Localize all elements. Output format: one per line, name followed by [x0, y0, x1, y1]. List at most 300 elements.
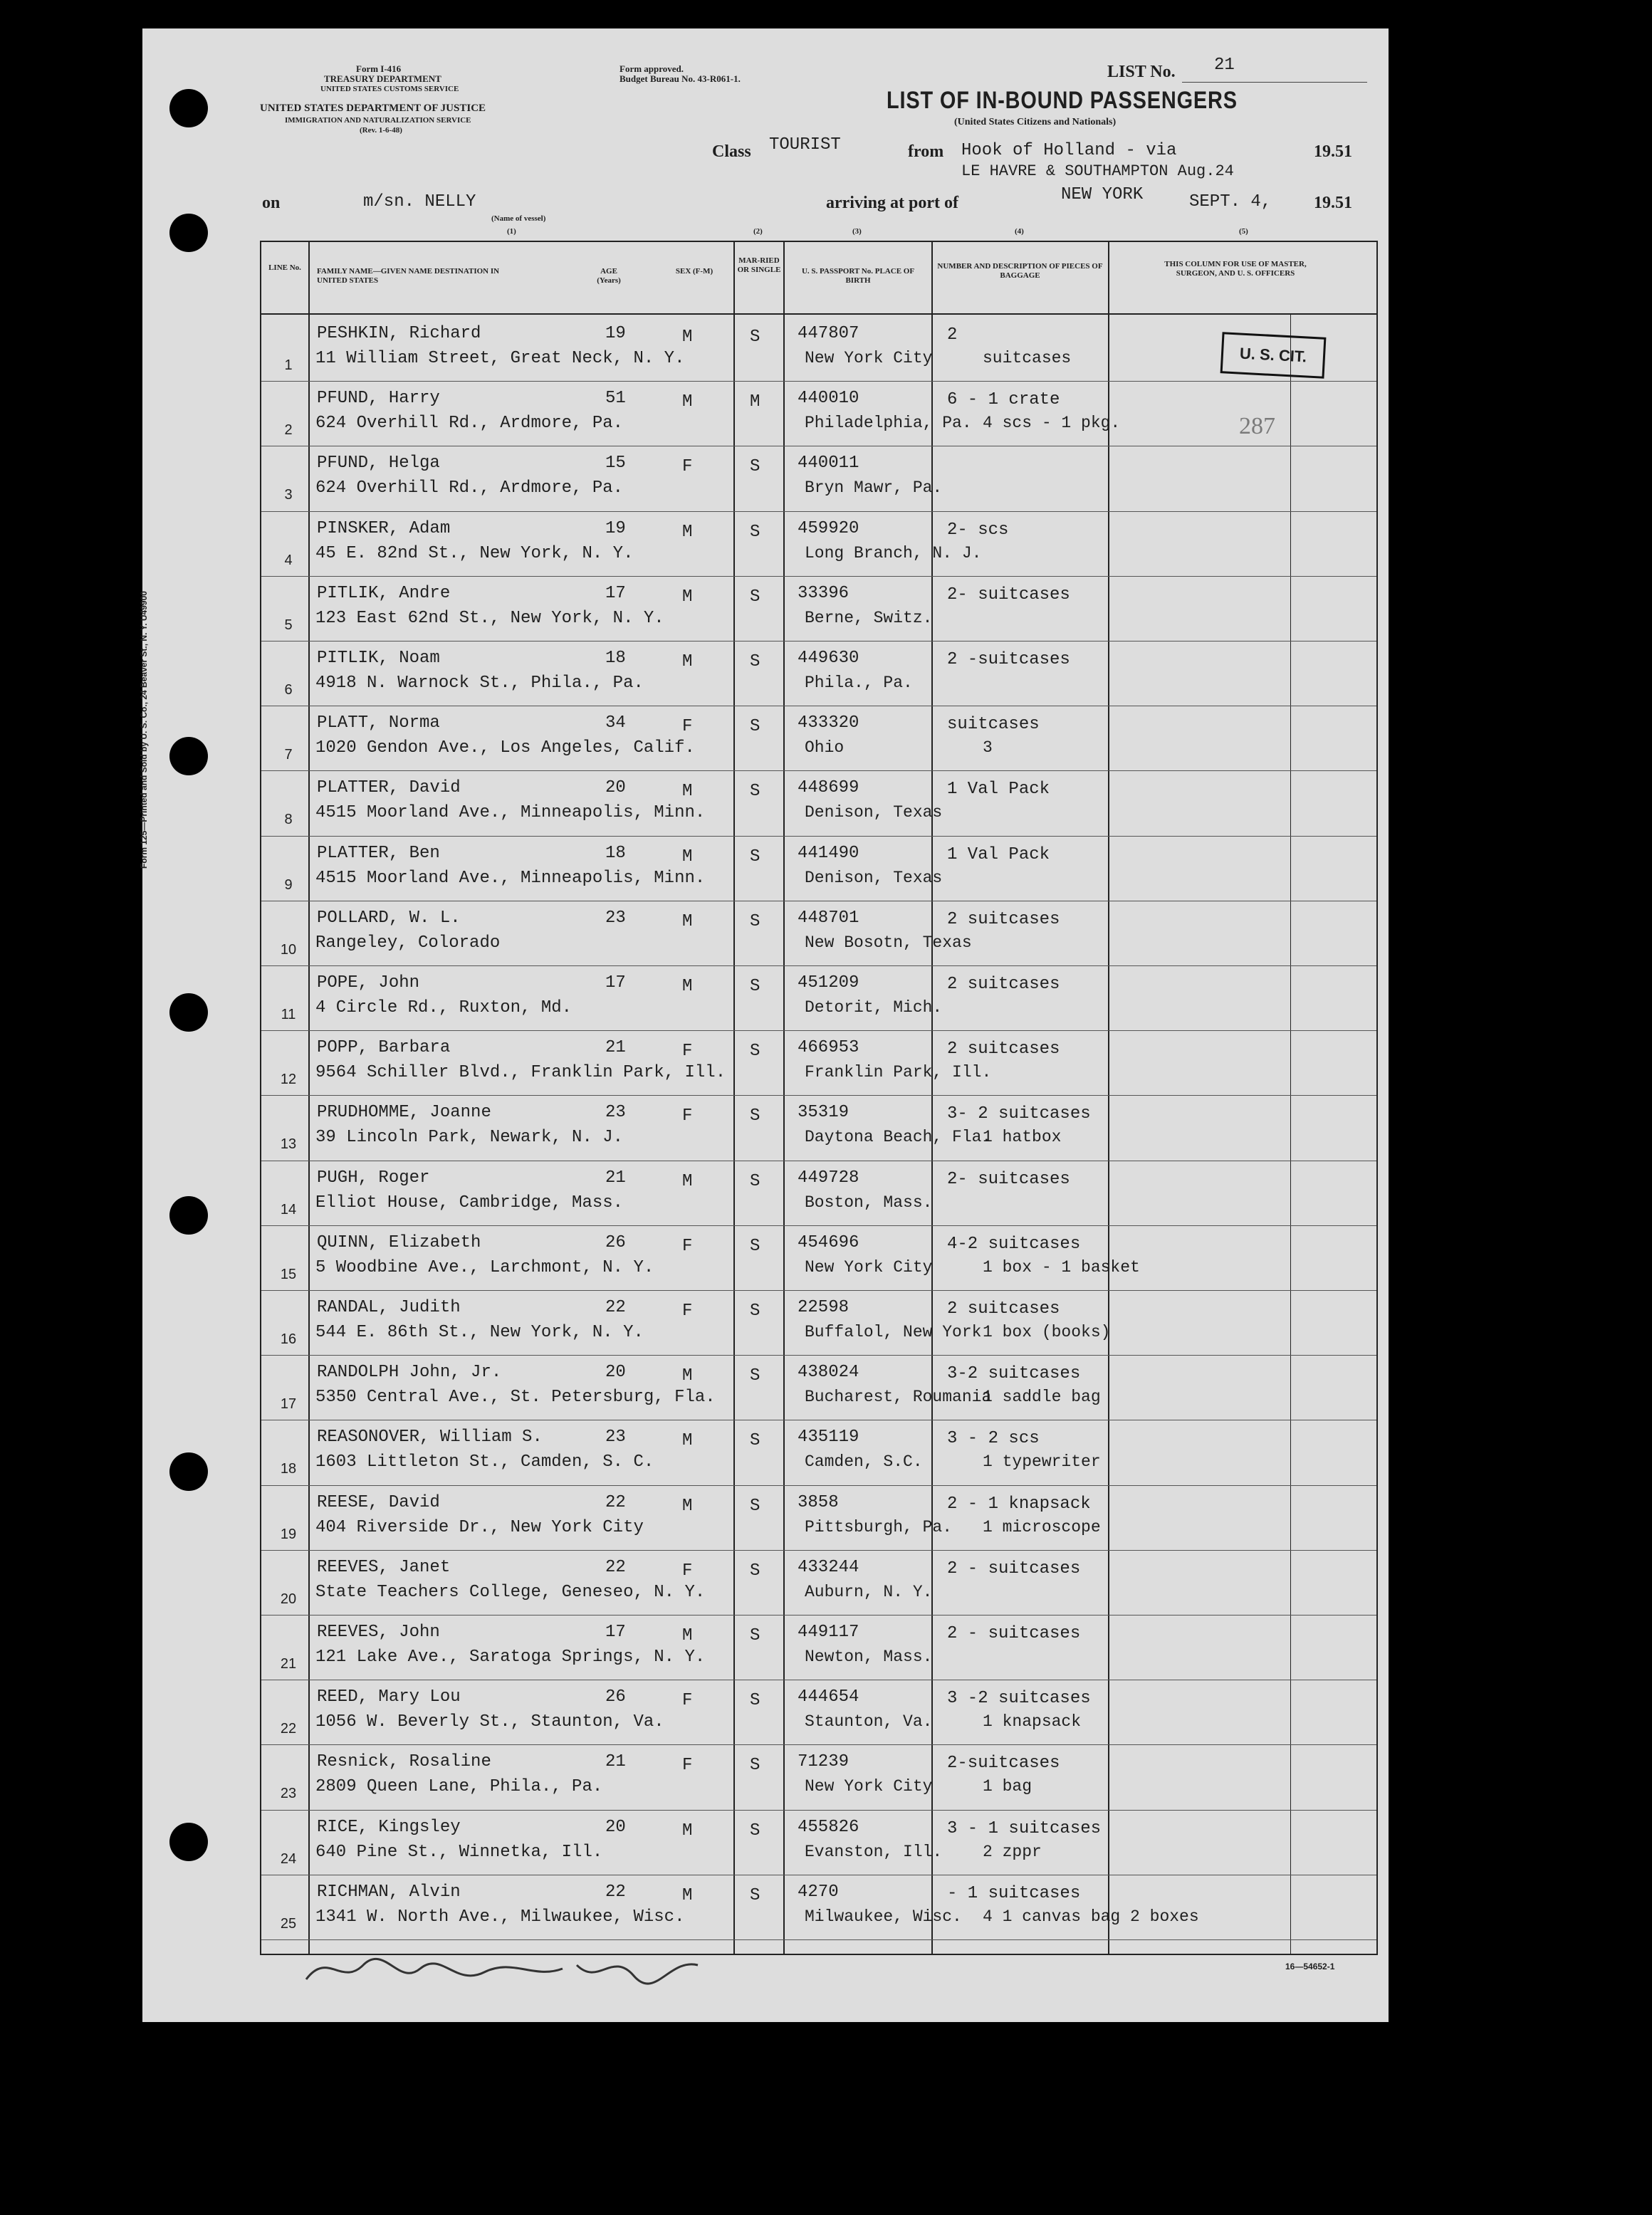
baggage-description: 1 saddle bag	[983, 1388, 1101, 1407]
passport-number: 440010	[798, 389, 859, 409]
baggage-count: 2 suitcases	[947, 975, 1060, 994]
passenger-sex: M	[682, 1885, 693, 1905]
passenger-marital-status: S	[750, 1885, 760, 1905]
passenger-destination: 1020 Gendon Ave., Los Angeles, Calif.	[315, 738, 695, 758]
line-number: 20	[280, 1591, 297, 1607]
baggage-count: 2 -suitcases	[947, 650, 1070, 669]
baggage-count: 3 - 2 scs	[947, 1429, 1040, 1449]
line-number: 21	[280, 1656, 297, 1672]
passenger-marital-status: S	[750, 522, 760, 542]
passport-number: 71239	[798, 1752, 849, 1772]
passenger-age: 15	[605, 454, 626, 473]
line-number: 19	[280, 1526, 297, 1542]
baggage-count: 2 - 1 knapsack	[947, 1494, 1091, 1514]
list-no-underline	[1182, 82, 1367, 83]
passenger-sex: M	[682, 847, 693, 866]
passenger-destination: 544 E. 86th St., New York, N. Y.	[315, 1323, 644, 1342]
passport-number: 433320	[798, 713, 859, 733]
passenger-sex: F	[682, 1236, 693, 1256]
place-of-birth: Bryn Mawr, Pa.	[805, 478, 943, 498]
passenger-sex: F	[682, 1561, 693, 1581]
place-of-birth: Denison, Texas	[805, 803, 943, 822]
passenger-name: RICHMAN, Alvin	[317, 1882, 461, 1902]
passenger-marital-status: S	[750, 1171, 760, 1191]
passenger-age: 34	[605, 713, 626, 733]
row-divider	[261, 1290, 1376, 1291]
baggage-count: 3 - 1 suitcases	[947, 1818, 1102, 1838]
place-of-birth: Denison, Texas	[805, 868, 943, 887]
binder-hole	[169, 737, 208, 775]
passenger-marital-status: S	[750, 1106, 760, 1126]
passenger-name: POPE, John	[317, 973, 420, 993]
row-divider	[261, 1095, 1376, 1096]
passenger-name: PRUDHOMME, Joanne	[317, 1103, 491, 1123]
binder-hole	[169, 993, 208, 1032]
baggage-count: 3-2 suitcases	[947, 1364, 1081, 1384]
budget-bureau: Budget Bureau No. 43-R061-1.	[620, 73, 741, 84]
passport-number: 438024	[798, 1363, 859, 1383]
passenger-name: PUGH, Roger	[317, 1168, 430, 1188]
signature	[299, 1937, 726, 2001]
passenger-marital-status: S	[750, 1561, 760, 1581]
passport-number: 455826	[798, 1817, 859, 1837]
passenger-marital-status: S	[750, 1496, 760, 1516]
place-of-birth: Buffalol, New York	[805, 1323, 982, 1341]
class-label: Class	[712, 142, 751, 161]
passenger-marital-status: S	[750, 1821, 760, 1840]
footer-code: 16—54652-1	[1285, 1962, 1335, 1971]
line-number: 25	[280, 1915, 297, 1932]
passenger-sex: M	[682, 911, 693, 931]
form-revision: (Rev. 1-6-48)	[360, 126, 402, 135]
passenger-marital-status: S	[750, 717, 760, 737]
col-divider	[931, 242, 933, 1954]
passenger-marital-status: S	[750, 782, 760, 802]
passenger-destination: 9564 Schiller Blvd., Franklin Park, Ill.	[315, 1063, 726, 1083]
year-from: 19.51	[1314, 142, 1352, 161]
passenger-marital-status: S	[750, 328, 760, 347]
passenger-sex: M	[682, 1496, 693, 1516]
passenger-name: POLLARD, W. L.	[317, 908, 461, 928]
passport-number: 440011	[798, 454, 859, 473]
row-divider	[261, 965, 1376, 966]
passport-number: 447807	[798, 324, 859, 343]
passenger-name: REESE, David	[317, 1492, 440, 1512]
baggage-count: 2- scs	[947, 520, 1009, 540]
col-index-2: (2)	[753, 227, 763, 236]
passenger-sex: F	[682, 717, 693, 737]
passenger-age: 17	[605, 583, 626, 603]
passenger-marital-status: S	[750, 977, 760, 996]
passenger-marital-status: S	[750, 847, 760, 866]
from-label: from	[908, 142, 944, 161]
passenger-marital-status: S	[750, 1366, 760, 1386]
line-number: 5	[284, 617, 293, 633]
passenger-age: 19	[605, 518, 626, 538]
passenger-destination: 45 E. 82nd St., New York, N. Y.	[315, 543, 634, 563]
passenger-destination: 624 Overhill Rd., Ardmore, Pa.	[315, 478, 624, 498]
list-no-label: LIST No.	[1107, 63, 1176, 81]
binder-hole	[169, 89, 208, 127]
passenger-sex: M	[682, 1626, 693, 1645]
passenger-destination: 1056 W. Beverly St., Staunton, Va.	[315, 1712, 664, 1732]
passenger-age: 26	[605, 1232, 626, 1252]
passenger-age: 19	[605, 324, 626, 343]
place-of-birth: Ohio	[805, 738, 845, 758]
passenger-sex: F	[682, 1302, 693, 1321]
passenger-age: 21	[605, 1038, 626, 1058]
manifest-title: LIST OF IN-BOUND PASSENGERS	[887, 87, 1238, 114]
row-divider	[261, 576, 1376, 577]
row-divider	[261, 1485, 1376, 1486]
passenger-age: 22	[605, 1557, 626, 1577]
year-arrival: 19.51	[1314, 194, 1352, 212]
passenger-name: POPP, Barbara	[317, 1038, 451, 1058]
passenger-sex: F	[682, 1756, 693, 1776]
place-of-birth: New Bosotn, Texas	[805, 933, 972, 952]
passport-number: 454696	[798, 1232, 859, 1252]
line-number: 24	[280, 1850, 297, 1867]
col-divider	[1108, 242, 1109, 1954]
passenger-age: 17	[605, 973, 626, 993]
passenger-age: 18	[605, 843, 626, 863]
side-printer-note: Form 125—Printed and Sold by U. S. Co., 24 Beaver St., N. Y. U49900	[139, 591, 149, 869]
place-of-birth: Daytona Beach, Fla.	[805, 1128, 992, 1147]
line-number: 15	[280, 1266, 297, 1282]
row-divider	[261, 770, 1376, 771]
passenger-destination: 5350 Central Ave., St. Petersburg, Fla.	[315, 1388, 716, 1408]
binder-hole	[169, 214, 208, 252]
baggage-description: 1 box (books)	[983, 1323, 1111, 1341]
place-of-birth: Long Branch, N. J.	[805, 543, 982, 562]
passenger-destination: 4515 Moorland Ave., Minneapolis, Minn.	[315, 803, 706, 823]
row-divider	[261, 381, 1376, 382]
passenger-sex: F	[682, 1691, 693, 1711]
passenger-name: REEVES, Janet	[317, 1557, 451, 1577]
passenger-destination: 1341 W. North Ave., Milwaukee, Wisc.	[315, 1907, 685, 1927]
baggage-count: 4-2 suitcases	[947, 1234, 1081, 1254]
passenger-destination: 4918 N. Warnock St., Phila., Pa.	[315, 674, 644, 693]
passenger-name: Resnick, Rosaline	[317, 1752, 491, 1772]
line-number: 14	[280, 1201, 297, 1218]
row-divider	[261, 1355, 1376, 1356]
line-number: 8	[284, 812, 293, 828]
passenger-name: REED, Mary Lou	[317, 1687, 461, 1707]
passenger-age: 26	[605, 1687, 626, 1707]
col-header-line: LINE No.	[268, 263, 301, 272]
place-of-birth: Staunton, Va.	[805, 1712, 933, 1732]
place-of-birth: Franklin Park, Ill.	[805, 1063, 992, 1082]
place-of-birth: New York City	[805, 349, 933, 367]
line-number: 1	[284, 357, 293, 373]
passport-number: 4270	[798, 1882, 839, 1902]
passenger-name: RICE, Kingsley	[317, 1817, 461, 1837]
passport-number: 441490	[798, 843, 859, 863]
col-index-3: (3)	[852, 227, 862, 236]
col-header-baggage: NUMBER AND DESCRIPTION OF PIECES OF BAGGAGE	[937, 262, 1103, 280]
passenger-destination: 2809 Queen Lane, Phila., Pa.	[315, 1777, 603, 1797]
baggage-description: 2 zppr	[983, 1842, 1042, 1861]
row-divider	[261, 511, 1376, 512]
col-header-officers: THIS COLUMN FOR USE OF MASTER, SURGEON, AND U. S. OFFICERS	[1164, 260, 1307, 278]
col-index-1: (1)	[507, 227, 516, 236]
passenger-destination: 624 Overhill Rd., Ardmore, Pa.	[315, 414, 624, 434]
passport-number: 435119	[798, 1428, 859, 1447]
passport-number: 449117	[798, 1623, 859, 1642]
passenger-marital-status: M	[750, 392, 760, 412]
line-number: 23	[280, 1786, 297, 1802]
passport-number: 449728	[798, 1168, 859, 1188]
passenger-destination: 5 Woodbine Ave., Larchmont, N. Y.	[315, 1257, 654, 1277]
passenger-age: 23	[605, 1428, 626, 1447]
passenger-destination: 4 Circle Rd., Ruxton, Md.	[315, 998, 573, 1017]
passenger-name: PFUND, Helga	[317, 454, 440, 473]
passenger-marital-status: S	[750, 1302, 760, 1321]
line-number: 3	[284, 487, 293, 503]
passenger-name: PLATTER, Ben	[317, 843, 440, 863]
passenger-sex: M	[682, 1821, 693, 1840]
passport-number: 444654	[798, 1687, 859, 1707]
passenger-destination: 1603 Littleton St., Camden, S. C.	[315, 1452, 654, 1472]
row-divider	[261, 1615, 1376, 1616]
passenger-sex: M	[682, 328, 693, 347]
row-divider	[261, 1030, 1376, 1031]
place-of-birth: Auburn, N. Y.	[805, 1582, 933, 1601]
passport-number: 451209	[798, 973, 859, 993]
passenger-age: 23	[605, 908, 626, 928]
baggage-description: 1 hatbox	[983, 1128, 1062, 1147]
passenger-marital-status: S	[750, 1756, 760, 1776]
vessel-caption: (Name of vessel)	[491, 214, 546, 223]
col-index-4: (4)	[1015, 227, 1024, 236]
col-header-sex: SEX (F-M)	[675, 267, 713, 276]
stamp-number: 287	[1239, 413, 1275, 439]
arriving-label: arriving at port of	[826, 194, 958, 212]
baggage-description: 3	[983, 738, 993, 758]
baggage-count: 2 suitcases	[947, 909, 1060, 929]
passenger-marital-status: S	[750, 1691, 760, 1711]
passenger-destination: 404 Riverside Dr., New York City	[315, 1517, 644, 1537]
baggage-description: 1 microscope	[983, 1517, 1101, 1536]
baggage-count: 2- suitcases	[947, 1169, 1070, 1189]
passenger-marital-status: S	[750, 652, 760, 671]
place-of-birth: Boston, Mass.	[805, 1193, 933, 1212]
baggage-description: 4 1 canvas bag 2 boxes	[983, 1907, 1199, 1926]
passenger-marital-status: S	[750, 1236, 760, 1256]
passenger-sex: M	[682, 652, 693, 671]
line-number: 11	[281, 1007, 296, 1022]
passport-number: 466953	[798, 1038, 859, 1058]
passenger-age: 20	[605, 1817, 626, 1837]
on-label: on	[262, 194, 281, 212]
line-number: 17	[280, 1396, 297, 1413]
list-no-value: 21	[1214, 56, 1235, 75]
passenger-destination: 640 Pine St., Winnetka, Ill.	[315, 1842, 603, 1862]
passenger-marital-status: S	[750, 1042, 760, 1062]
passport-number: 448701	[798, 908, 859, 928]
baggage-count: 2 suitcases	[947, 1040, 1060, 1059]
line-number: 12	[280, 1072, 297, 1088]
passenger-destination: 39 Lincoln Park, Newark, N. J.	[315, 1128, 624, 1148]
passenger-age: 21	[605, 1168, 626, 1188]
from-value: Hook of Holland - via	[961, 141, 1177, 160]
col-divider	[1290, 313, 1291, 1954]
baggage-count: 3- 2 suitcases	[947, 1104, 1091, 1124]
passenger-marital-status: S	[750, 587, 760, 607]
baggage-count: 2-suitcases	[947, 1754, 1060, 1774]
col-header-married: MAR-RIED OR SINGLE	[737, 256, 781, 274]
passenger-sex: M	[682, 782, 693, 802]
passenger-destination: 4515 Moorland Ave., Minneapolis, Minn.	[315, 868, 706, 888]
passenger-name: PLATT, Norma	[317, 713, 440, 733]
passenger-name: PFUND, Harry	[317, 389, 440, 409]
class-value: TOURIST	[769, 135, 841, 155]
passenger-marital-status: S	[750, 911, 760, 931]
place-of-birth: Phila., Pa.	[805, 674, 913, 692]
baggage-description: 1 typewriter	[983, 1452, 1101, 1472]
row-divider	[261, 836, 1376, 837]
passenger-age: 18	[605, 649, 626, 668]
passport-number: 449630	[798, 649, 859, 668]
baggage-count: 2 suitcases	[947, 1299, 1060, 1319]
passenger-age: 20	[605, 778, 626, 798]
line-number: 16	[280, 1331, 297, 1347]
baggage-count: - 1 suitcases	[947, 1883, 1081, 1903]
col-header-name: FAMILY NAME—GIVEN NAME DESTINATION IN UNITED STATES	[317, 267, 500, 285]
passenger-destination: 123 East 62nd St., New York, N. Y.	[315, 608, 664, 628]
arrival-port: NEW YORK	[1061, 185, 1144, 204]
place-of-birth: Camden, S.C.	[805, 1452, 923, 1472]
passenger-destination: State Teachers College, Geneseo, N. Y.	[315, 1582, 706, 1602]
passport-number: 3858	[798, 1492, 839, 1512]
line-number: 10	[280, 941, 297, 958]
place-of-birth: Evanston, Ill.	[805, 1842, 943, 1861]
passenger-name: PESHKIN, Richard	[317, 324, 481, 343]
justice-dept: UNITED STATES DEPARTMENT OF JUSTICE	[260, 103, 486, 114]
line-number: 13	[280, 1136, 297, 1153]
col-header-passport: U. S. PASSPORT No. PLACE OF BIRTH	[801, 267, 915, 285]
passenger-name: PITLIK, Andre	[317, 583, 451, 603]
baggage-description: 4 scs - 1 pkg.	[983, 414, 1121, 433]
vessel-name: m/sn. NELLY	[363, 192, 476, 211]
manifest-subtitle: (United States Citizens and Nationals)	[954, 117, 1117, 127]
col-divider	[733, 242, 735, 1954]
passenger-destination: 11 William Street, Great Neck, N. Y.	[315, 349, 685, 368]
passenger-age: 20	[605, 1363, 626, 1383]
form-number: Form I-416	[356, 63, 402, 74]
place-of-birth: Detorit, Mich.	[805, 998, 943, 1017]
passport-number: 22598	[798, 1298, 849, 1317]
binder-hole	[169, 1452, 208, 1491]
row-divider	[261, 1225, 1376, 1226]
us-citizen-stamp: U. S. CIT.	[1220, 332, 1327, 379]
passenger-sex: M	[682, 1171, 693, 1191]
baggage-description: 1 knapsack	[983, 1712, 1082, 1732]
place-of-birth: Bucharest, Roumania	[805, 1388, 992, 1407]
passenger-age: 17	[605, 1623, 626, 1642]
passenger-sex: M	[682, 1431, 693, 1451]
place-of-birth: Pittsburgh, Pa.	[805, 1517, 953, 1536]
row-divider	[261, 1550, 1376, 1551]
baggage-count: 3 -2 suitcases	[947, 1689, 1091, 1709]
place-of-birth: Newton, Mass.	[805, 1648, 933, 1666]
place-of-birth: New York City	[805, 1777, 933, 1796]
baggage-description: 1 box - 1 basket	[983, 1257, 1140, 1277]
ins-service: IMMIGRATION AND NATURALIZATION SERVICE	[285, 116, 471, 125]
passenger-name: RANDAL, Judith	[317, 1298, 461, 1317]
baggage-description: suitcases	[983, 349, 1072, 367]
passenger-sex: M	[682, 392, 693, 412]
passenger-name: RANDOLPH John, Jr.	[317, 1363, 502, 1383]
passenger-sex: F	[682, 1106, 693, 1126]
col-index-5: (5)	[1239, 227, 1248, 236]
line-number: 4	[284, 552, 293, 568]
passenger-marital-status: S	[750, 1626, 760, 1645]
passport-number: 448699	[798, 778, 859, 798]
binder-hole	[169, 1823, 208, 1861]
passport-number: 35319	[798, 1103, 849, 1123]
passport-number: 33396	[798, 583, 849, 603]
passenger-age: 23	[605, 1103, 626, 1123]
binder-hole	[169, 1196, 208, 1235]
baggage-count: suitcases	[947, 715, 1040, 735]
line-number: 9	[284, 876, 293, 893]
col-header-age: AGE (Years)	[597, 267, 621, 285]
passenger-name: PITLIK, Noam	[317, 649, 440, 668]
passenger-sex: M	[682, 587, 693, 607]
form-approved: Form approved.	[620, 63, 684, 74]
passenger-name: REEVES, John	[317, 1623, 440, 1642]
passenger-age: 22	[605, 1882, 626, 1902]
passenger-name: PLATTER, David	[317, 778, 461, 798]
row-divider	[261, 641, 1376, 642]
place-of-birth: Philadelphia, Pa.	[805, 414, 972, 433]
passenger-sex: M	[682, 522, 693, 542]
passport-number: 459920	[798, 518, 859, 538]
via-value: LE HAVRE & SOUTHAMPTON Aug.24	[961, 162, 1234, 180]
baggage-description: 1 bag	[983, 1777, 1032, 1796]
line-number: 7	[284, 747, 293, 763]
place-of-birth: New York City	[805, 1257, 933, 1277]
row-divider	[261, 1744, 1376, 1745]
col-divider	[783, 242, 785, 1954]
passenger-marital-status: S	[750, 457, 760, 477]
col-divider	[308, 242, 310, 1954]
row-divider	[261, 1810, 1376, 1811]
header-rule	[260, 313, 1378, 315]
passenger-sex: M	[682, 1366, 693, 1386]
passenger-sex: F	[682, 1042, 693, 1062]
baggage-count: 2 - suitcases	[947, 1559, 1081, 1578]
baggage-count: 6 - 1 crate	[947, 390, 1060, 410]
baggage-count: 1 Val Pack	[947, 780, 1050, 800]
arrival-date: SEPT. 4,	[1189, 192, 1272, 211]
passenger-name: PINSKER, Adam	[317, 518, 451, 538]
line-number: 18	[280, 1461, 297, 1477]
passenger-destination: Elliot House, Cambridge, Mass.	[315, 1193, 624, 1213]
passport-number: 433244	[798, 1557, 859, 1577]
customs-service: UNITED STATES CUSTOMS SERVICE	[320, 85, 459, 93]
passenger-name: QUINN, Elizabeth	[317, 1232, 481, 1252]
passenger-age: 22	[605, 1492, 626, 1512]
baggage-count: 2 - suitcases	[947, 1624, 1081, 1643]
passenger-sex: M	[682, 977, 693, 996]
passenger-age: 51	[605, 389, 626, 409]
line-number: 2	[284, 422, 293, 439]
place-of-birth: Berne, Switz.	[805, 608, 933, 627]
baggage-count: 2- suitcases	[947, 585, 1070, 604]
place-of-birth: Milwaukee, Wisc.	[805, 1907, 962, 1926]
